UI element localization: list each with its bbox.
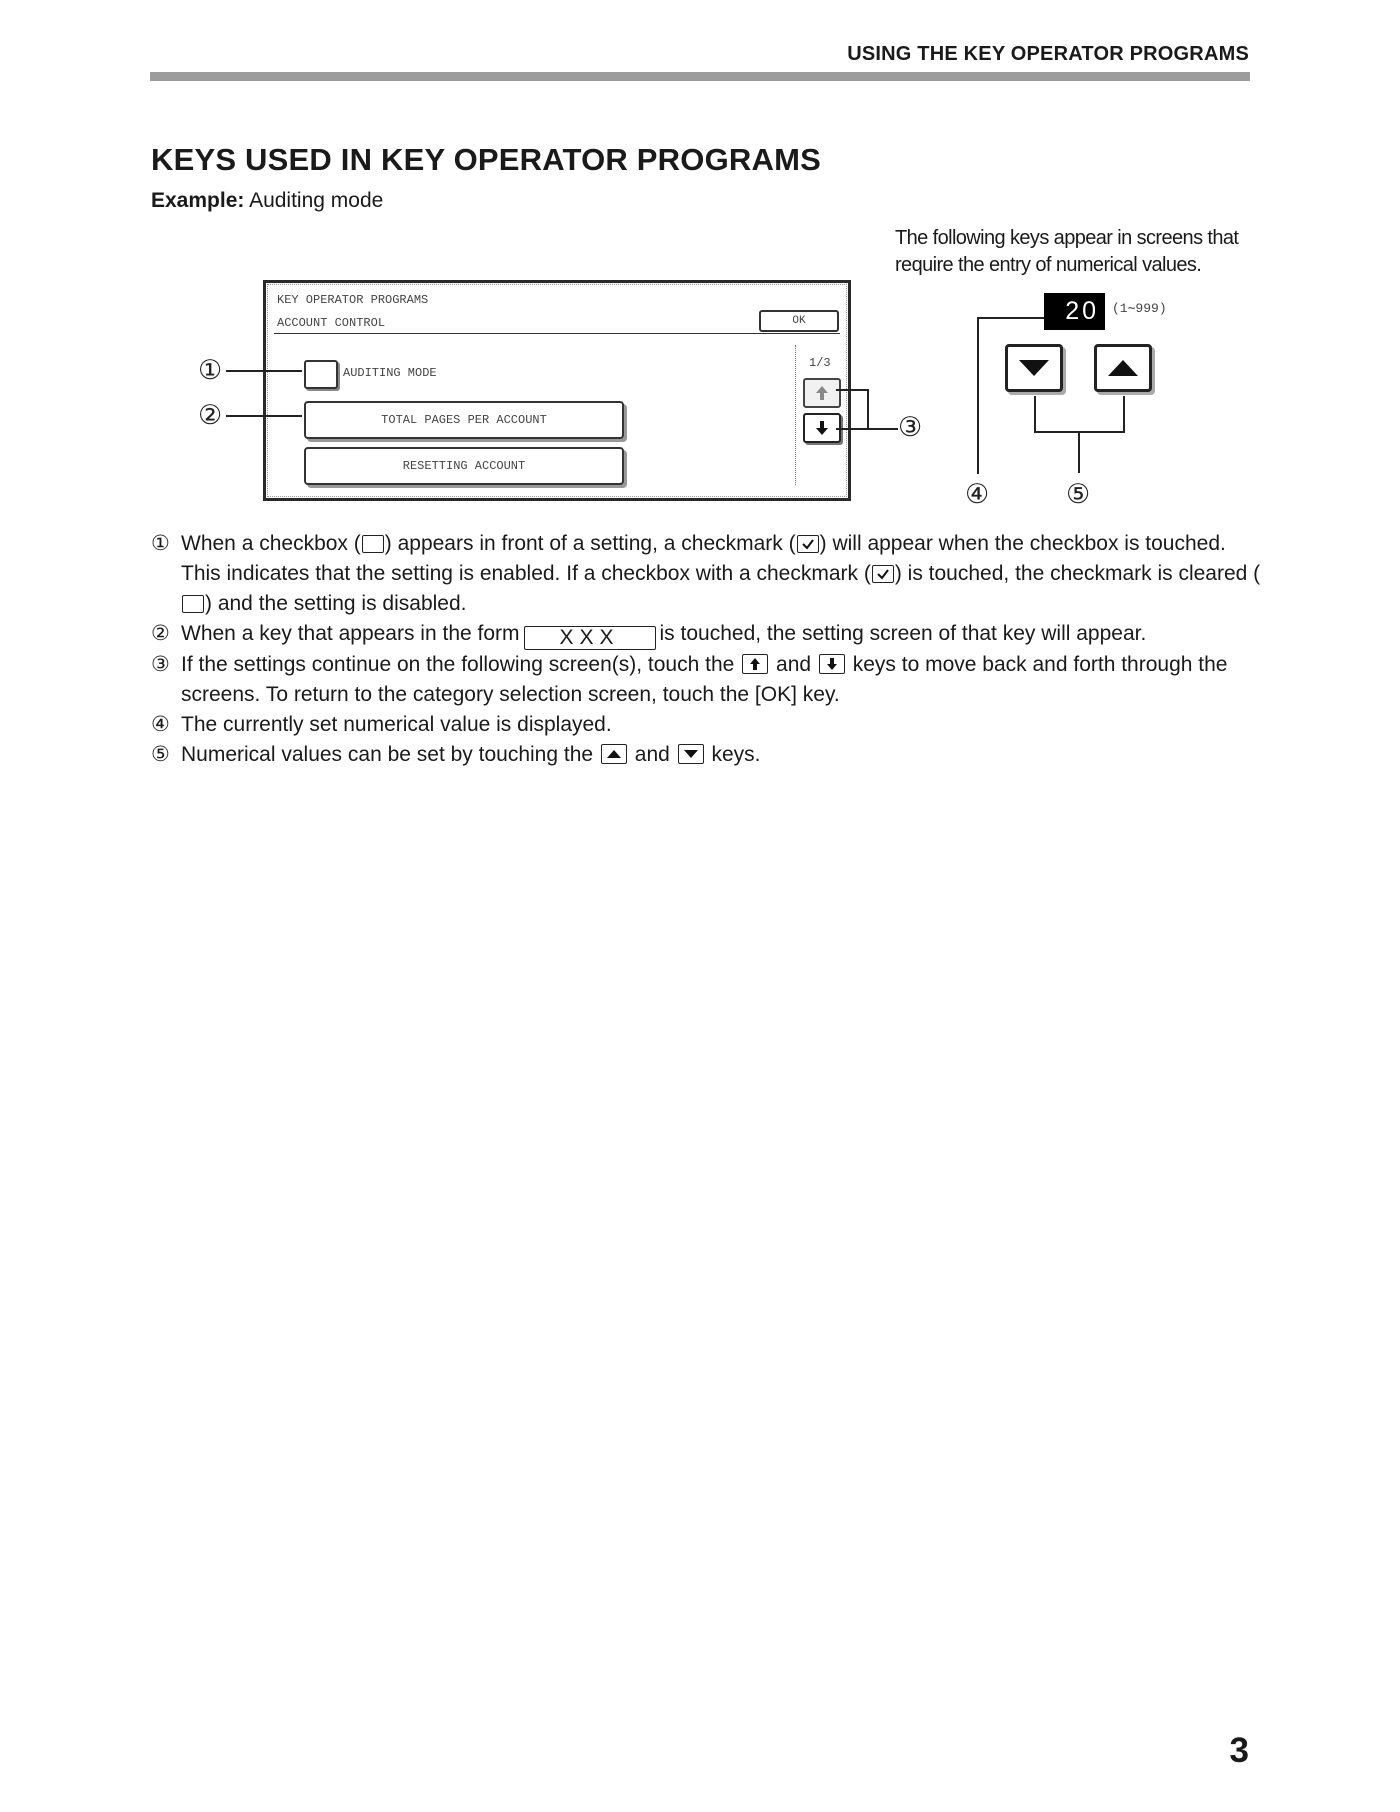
page-number: 3 (1229, 1731, 1249, 1770)
callout-2-leader (226, 415, 302, 417)
ok-button[interactable]: OK (759, 310, 839, 332)
panel-separator (795, 345, 796, 485)
checkbox-icon (182, 595, 204, 613)
description-5-and: and (634, 743, 670, 766)
description-5 (151, 740, 1261, 770)
description-2-text-a: When a key that appears in the form (181, 622, 520, 645)
example-label: Example: (151, 189, 245, 212)
header-rule (150, 72, 1250, 81)
triangle-down-icon (1017, 357, 1051, 379)
description-2 (151, 619, 1261, 650)
arrow-down-icon (805, 415, 839, 441)
callout-3-bracket (867, 389, 869, 429)
description-3-text-b: keys to move back and forth through the screens. To return to the category selection screen, touch the [OK] key. (181, 653, 1228, 706)
callout-5-bracket-left (1034, 396, 1036, 432)
description-3-text-a: If the settings continue on the following screen(s), touch the (181, 653, 735, 676)
total-pages-button[interactable]: TOTAL PAGES PER ACCOUNT (304, 401, 624, 439)
decrease-button[interactable] (1005, 344, 1063, 392)
numeric-value-display: 20 (1044, 293, 1105, 330)
description-1-text-a: When a checkbox ( (181, 532, 361, 555)
description-5-text-a: Numerical values can be set by touching the (181, 743, 594, 766)
description-4-number: ④ (151, 713, 170, 736)
page-indicator: 1/3 (809, 356, 831, 370)
arrow-up-icon (805, 380, 839, 406)
checkbox-icon (362, 535, 384, 553)
section-title: KEYS USED IN KEY OPERATOR PROGRAMS (151, 142, 821, 177)
description-5-number: ⑤ (151, 743, 170, 766)
callout-1: ① (198, 355, 223, 385)
running-header: USING THE KEY OPERATOR PROGRAMS (847, 43, 1249, 65)
description-3-number: ③ (151, 653, 170, 676)
checkmark-icon (872, 565, 894, 583)
panel-divider (274, 333, 840, 334)
key-form-example: XXX (524, 626, 656, 650)
panel-subtitle: ACCOUNT CONTROL (277, 316, 386, 330)
page-up-button[interactable] (803, 378, 841, 408)
description-1-text-d: ) is touched, the checkmark is cleared ( (894, 562, 1261, 585)
arrow-down-icon (819, 654, 845, 674)
triangle-up-icon (601, 744, 627, 764)
increase-button[interactable] (1094, 344, 1152, 392)
resetting-account-button[interactable]: RESETTING ACCOUNT (304, 447, 624, 485)
callout-5-bracket-bottom (1034, 431, 1125, 433)
triangle-up-icon (1106, 357, 1140, 379)
callout-2: ② (198, 400, 223, 430)
callout-3-leader-up (836, 389, 868, 391)
arrow-up-icon (742, 654, 768, 674)
numeric-range: (1∼999) (1112, 301, 1167, 316)
description-2-number: ② (151, 622, 170, 645)
callout-3: ③ (898, 412, 923, 442)
callout-5-bracket-right (1123, 396, 1125, 432)
description-1 (151, 529, 1261, 619)
description-3 (151, 650, 1261, 710)
lcd-panel (263, 280, 851, 501)
triangle-down-icon (678, 744, 704, 764)
callout-5-leader (1078, 431, 1080, 473)
description-list (151, 529, 1261, 770)
auditing-mode-label: AUDITING MODE (343, 366, 437, 380)
auditing-mode-checkbox[interactable] (304, 360, 338, 389)
description-3-and: and (776, 653, 812, 676)
callout-5: ⑤ (1066, 479, 1091, 509)
callout-1-leader (226, 370, 302, 372)
panel-title: KEY OPERATOR PROGRAMS (277, 293, 429, 307)
description-1-text-e: ) and the setting is disabled. (205, 592, 467, 615)
callout-4-leader-h (977, 317, 1044, 319)
description-1-text-c: ) will appear when the checkbox is touched. This indicates that the setting is enabled. If a checkbox with a checkmark ( (181, 532, 1226, 585)
callout-4-leader-v (977, 317, 979, 474)
example-text: Auditing mode (249, 189, 384, 212)
description-1-number: ① (151, 532, 170, 555)
description-2-text-b: is touched, the setting screen of that key will appear. (659, 622, 1147, 645)
side-note: The following keys appear in screens that require the entry of numerical values. (895, 227, 1239, 276)
description-5-text-b: keys. (711, 743, 761, 766)
description-4-text: The currently set numerical value is displayed. (181, 713, 612, 736)
callout-4: ④ (965, 479, 990, 509)
example-line (151, 189, 383, 213)
description-1-text-b: ) appears in front of a setting, a checkmark ( (384, 532, 796, 555)
description-4 (151, 710, 1261, 740)
checkmark-icon (797, 535, 819, 553)
